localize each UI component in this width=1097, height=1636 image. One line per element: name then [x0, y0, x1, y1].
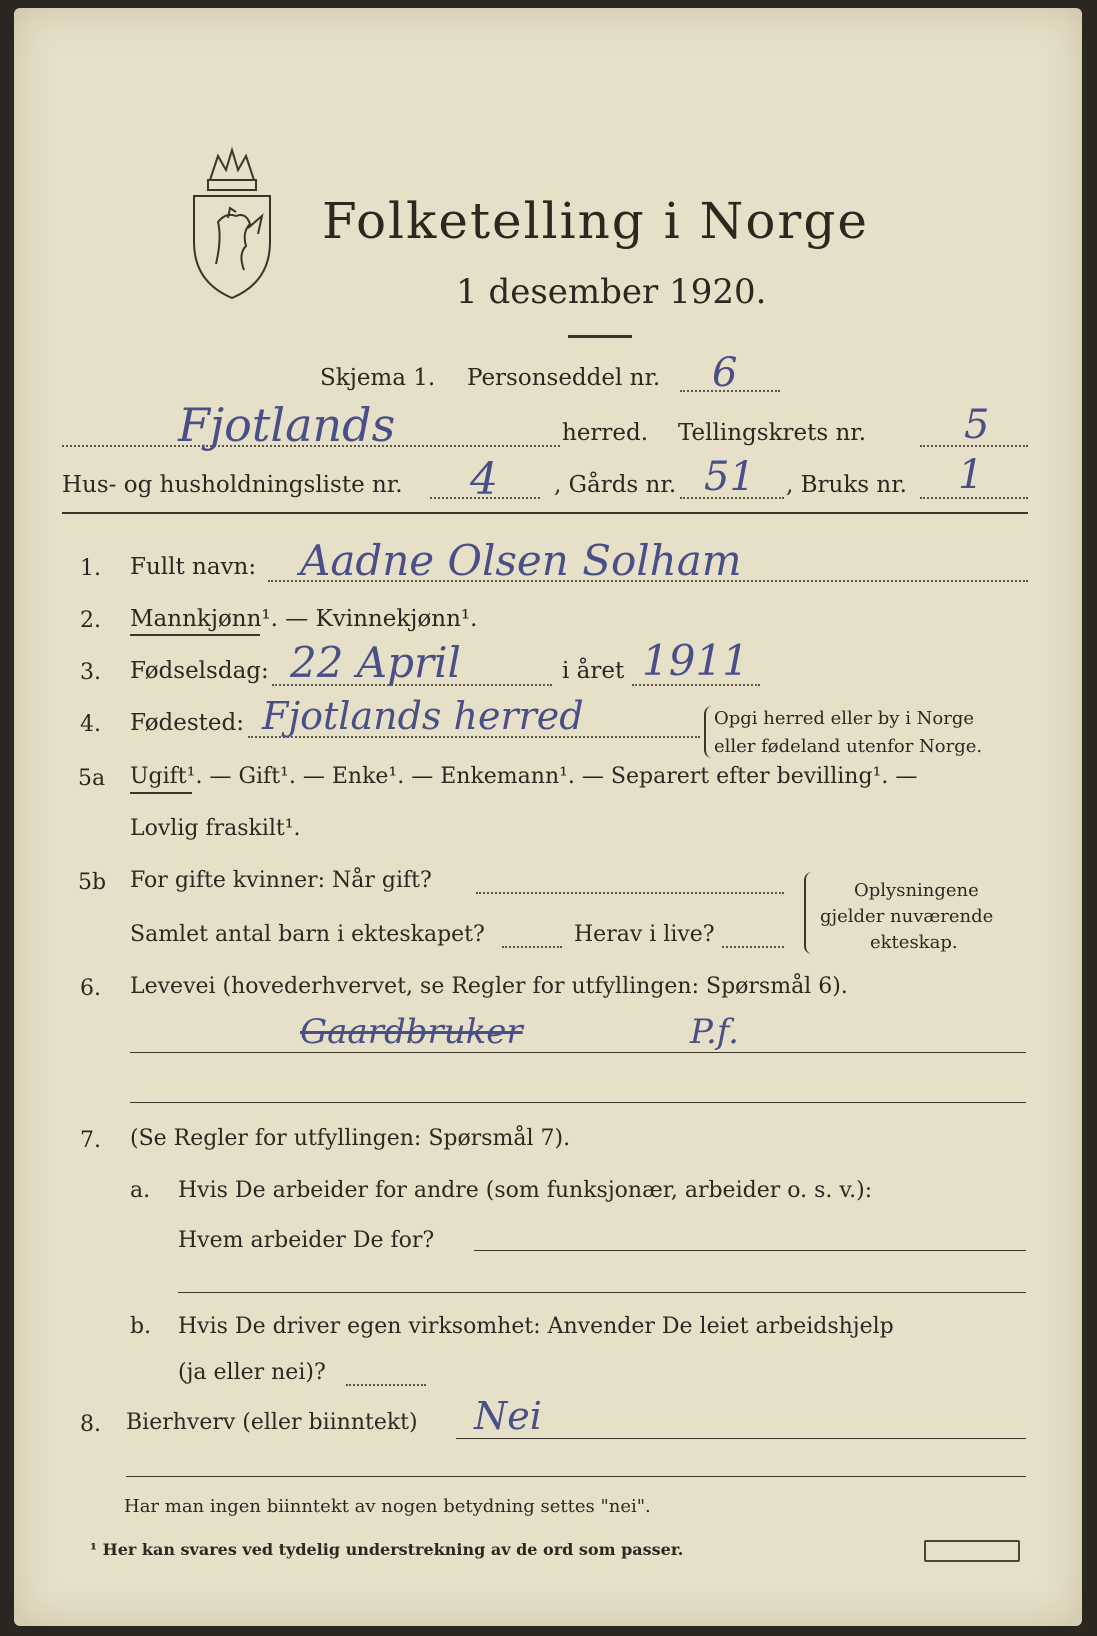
q3-value: 22 April — [290, 638, 461, 687]
q1-value: Aadne Olsen Solham — [300, 536, 742, 585]
header-divider — [62, 512, 1028, 514]
q3-year-label: i året — [562, 658, 625, 684]
q6-value2: P.f. — [690, 1012, 739, 1052]
q5b-note3: ekteskap. — [870, 932, 958, 953]
gards-value: 51 — [704, 454, 755, 500]
q5a-underline-ugift — [130, 792, 192, 794]
herred-label: herred. — [562, 420, 649, 446]
footer-note: Har man ingen biinntekt av nogen betydning settes "nei". — [124, 1496, 651, 1517]
bruks-value: 1 — [958, 452, 984, 498]
q6-line1 — [130, 1052, 1026, 1053]
q4-note-line2: eller fødeland utenfor Norge. — [714, 736, 983, 757]
q3-label: Fødselsdag: — [130, 658, 269, 684]
q7a-letter: a. — [130, 1178, 151, 1203]
q8-value: Nei — [474, 1394, 542, 1438]
title-divider — [568, 335, 632, 338]
q6-line2 — [130, 1102, 1026, 1103]
husliste-value: 4 — [470, 454, 498, 505]
q3-number: 3. — [80, 660, 101, 685]
q5b-note2: gjelder nuværende — [820, 906, 994, 927]
q4-note-line1: Opgi herred eller by i Norge — [714, 708, 975, 729]
q1-label: Fullt navn: — [130, 554, 257, 580]
q8-line-extra — [126, 1476, 1026, 1477]
footnote: ¹ Her kan svares ved tydelig understrekning av de ord som passer. — [90, 1540, 684, 1559]
q7b-line — [346, 1384, 426, 1386]
q4-label: Fødested: — [130, 710, 245, 736]
herred-value: Fjotlands — [178, 398, 396, 452]
q6-number: 6. — [80, 976, 101, 1001]
q2-label: Mannkjønn¹. — Kvinnekjønn¹. — [130, 606, 478, 632]
printer-stamp — [924, 1540, 1020, 1562]
q5a-line1: Ugift¹. — Gift¹. — Enke¹. — Enkemann¹. — Separert efter bevilling¹. — — [130, 764, 918, 789]
q7a-line — [474, 1250, 1026, 1251]
q7a-line1: Hvis De arbeider for andre (som funksjonær, arbeider o. s. v.): — [178, 1178, 873, 1203]
q7a-line-extra — [178, 1292, 1026, 1293]
q5a-number: 5a — [78, 766, 106, 791]
q7b-letter: b. — [130, 1314, 152, 1339]
q5b-line1: For gifte kvinner: Når gift? — [130, 868, 432, 893]
q4-value: Fjotlands herred — [262, 694, 584, 738]
q5b-number: 5b — [78, 870, 107, 895]
q3-year-value: 1911 — [642, 636, 749, 685]
gards-label: , Gårds nr. — [554, 472, 677, 498]
q4-brace — [704, 706, 714, 758]
q8-line — [456, 1438, 1026, 1439]
q6-value: Gaardbruker — [300, 1012, 523, 1052]
q5b-note1: Oplysningene — [854, 880, 979, 901]
q5b-brace — [804, 872, 816, 954]
q7-label: (Se Regler for utfyllingen: Spørsmål 7). — [130, 1126, 571, 1151]
tellingskrets-value: 5 — [964, 402, 990, 448]
q2-number: 2. — [80, 608, 101, 633]
bruks-label: , Bruks nr. — [786, 472, 907, 498]
q5b-alive-line — [722, 946, 784, 948]
q5b-when-line — [476, 892, 784, 894]
skjema-label: Skjema 1. — [320, 365, 436, 391]
husliste-label: Hus- og husholdningsliste nr. — [62, 472, 403, 498]
q4-number: 4. — [80, 712, 101, 737]
q7b-line2: (ja eller nei)? — [178, 1360, 326, 1385]
q2-underline-mannkjonn — [130, 634, 260, 636]
personseddel-label: Personseddel nr. — [467, 365, 661, 391]
page-title: Folketelling i Norge — [322, 192, 869, 250]
q5b-line2a: Samlet antal barn i ekteskapet? — [130, 922, 485, 947]
q1-number: 1. — [80, 556, 101, 581]
norwegian-coat-of-arms-icon — [188, 142, 276, 302]
q5b-line2b: Herav i live? — [574, 922, 715, 947]
tellingskrets-label: Tellingskrets nr. — [678, 420, 867, 446]
q6-label: Levevei (hovederhvervet, se Regler for utfyllingen: Spørsmål 6). — [130, 974, 848, 999]
q7a-line2: Hvem arbeider De for? — [178, 1228, 435, 1253]
q8-number: 8. — [80, 1412, 101, 1437]
q8-label: Bierhverv (eller biinntekt) — [126, 1410, 418, 1435]
census-date: 1 desember 1920. — [456, 272, 767, 312]
q5b-children-line — [502, 946, 562, 948]
q5a-line2: Lovlig fraskilt¹. — [130, 816, 301, 841]
q7b-line1: Hvis De driver egen virksomhet: Anvender De leiet arbeidshjelp — [178, 1314, 894, 1339]
q7-number: 7. — [80, 1128, 101, 1153]
personseddel-value: 6 — [712, 350, 738, 396]
